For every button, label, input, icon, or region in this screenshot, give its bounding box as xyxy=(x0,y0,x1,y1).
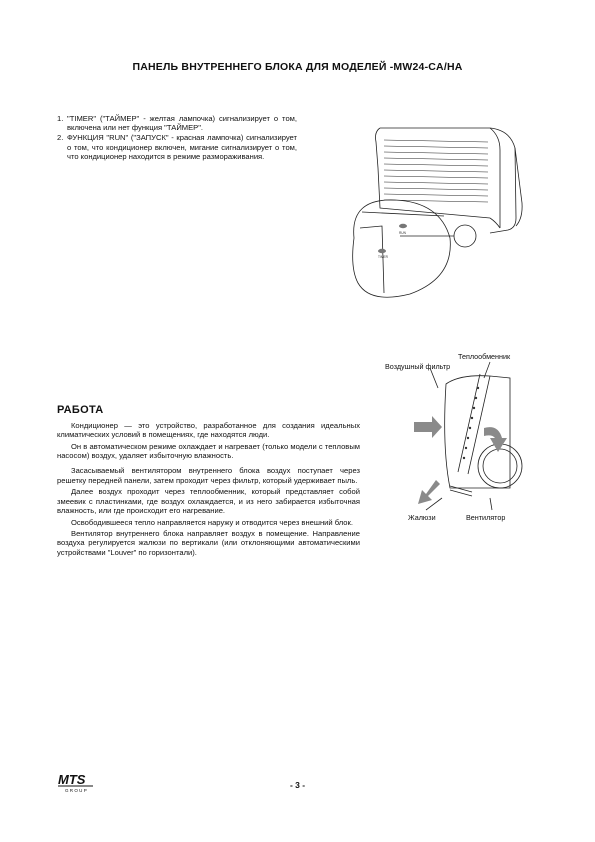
air-in-arrow-icon xyxy=(414,416,442,438)
svg-text:Воздушный фильтр xyxy=(385,362,450,371)
indicator-list xyxy=(57,114,297,162)
paragraph: Освободившееся тепло направляется наружу и отводится через внешний блок. xyxy=(71,517,353,527)
page-number: - 3 - xyxy=(289,780,306,790)
list-number: 1. xyxy=(57,114,64,123)
run-label: RUN xyxy=(399,231,406,235)
timer-label: TIMER xyxy=(378,255,388,259)
list-item xyxy=(57,114,297,132)
svg-text:GROUP: GROUP xyxy=(65,788,89,793)
filter-label: Воздушный фильтр xyxy=(385,362,451,371)
heat-exchanger-label: Теплообменник xyxy=(458,352,511,361)
air-out-arrow-icon xyxy=(418,480,440,504)
paragraph: Вентилятор внутреннего блока направляет воздух в помещение. Направление воздуха регулируется жалюзи по вертикали (или отклоняющими автоматическими устройствами "Louver" по горизонтали). xyxy=(57,529,360,557)
paragraph: Кондиционер — это устройство, разработанное для создания идеальных климатических условий в помещениях, где находятся люди. xyxy=(57,421,360,440)
list-text: "TIMER" ("ТАЙМЕР" - желтая лампочка) сигнализирует о том, включена или нет функция "ТАЙМЕР". xyxy=(67,114,297,133)
paragraph: Засасываемый вентилятором внутреннего блока воздух поступает через решетку передней панели, затем проходит через фильтр, который удерживает пыль. xyxy=(57,466,360,485)
list-item xyxy=(57,133,297,161)
section-heading: РАБОТА xyxy=(57,404,104,416)
louver-label: Жалюзи xyxy=(408,513,436,522)
paragraph: Он в автоматическом режиме охлаждает и нагревает (только модели с тепловым насосом) воздух, удаляет избыточную влажность. xyxy=(57,441,360,461)
section-body xyxy=(57,421,360,559)
list-number: 2. xyxy=(57,133,64,143)
page-title: ПАНЕЛЬ ВНУТРЕННЕГО БЛОКА ДЛЯ МОДЕЛЕЙ -MW24-CA/HA xyxy=(132,61,463,73)
fan-label: Вентилятор xyxy=(466,513,506,522)
list-text: ФУНКЦИЯ "RUN" ("ЗАПУСК" - красная лампочка) сигнализирует о том, что кондиционер включен, мигание сигнализирует о том, что кондиционер находится в режиме размораживания. xyxy=(67,133,297,161)
airflow-diagram xyxy=(380,348,560,528)
svg-text:MTS: MTS xyxy=(58,772,86,787)
indoor-unit-illustration xyxy=(340,108,530,308)
paragraph: Далее воздух проходит через теплообменник, который представляет собой змеевик с пластинками, где воздух охлаждается, и из него забирается избыточная влажность, или где происходит его нагревание. xyxy=(57,487,360,515)
